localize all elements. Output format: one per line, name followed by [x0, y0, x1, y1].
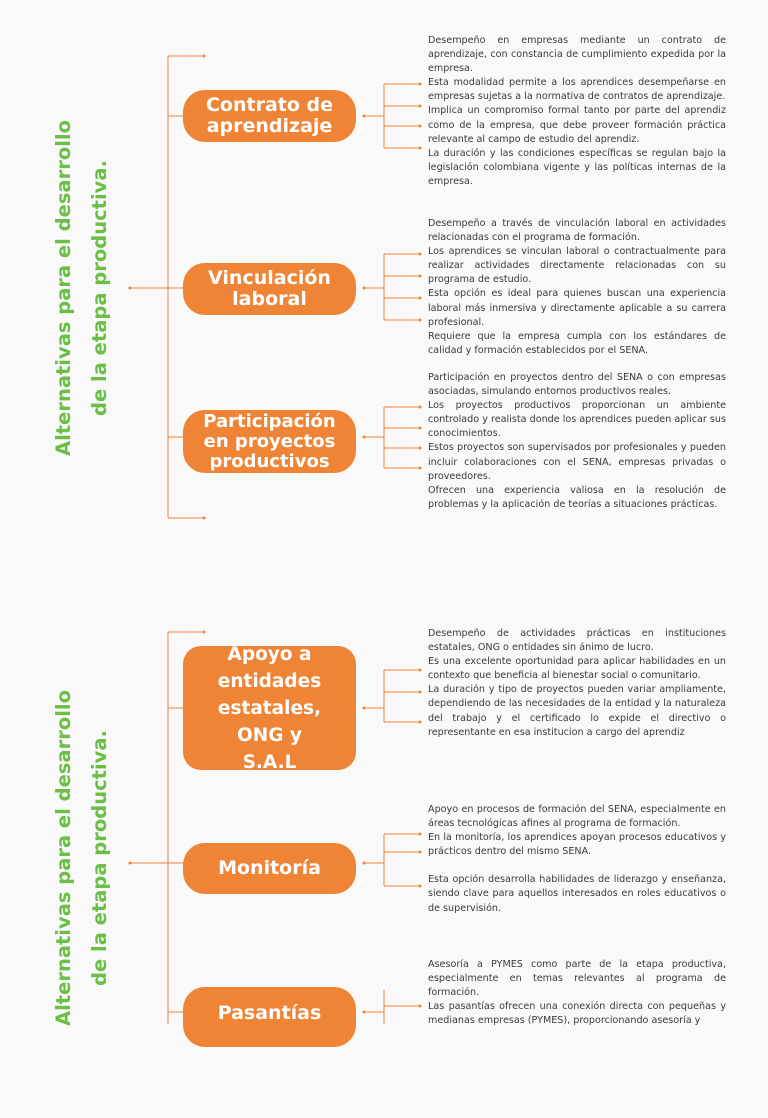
section-title — [44, 28, 120, 548]
text-block-apoyo — [428, 627, 726, 740]
text-paragraph: En la monitoría, los aprendices apoyan procesos educativos y prácticos dentro del mismo SENA. — [428, 832, 726, 858]
node-label: Contrato de aprendizaje — [205, 94, 334, 137]
node-proyectos-productivos — [183, 410, 356, 473]
section-title-line1: Alternativas para el desarrollo — [52, 120, 75, 456]
node-apoyo-entidades — [183, 643, 356, 773]
text-paragraph: Asesoría a PYMES como parte de la etapa productiva, especialmente en temas relevantes al programa de formación. — [428, 959, 726, 999]
text-paragraph: Ofrecen una experiencia valiosa en la resolución de problemas y la aplicación de teorías a situaciones prácticas. — [428, 484, 726, 510]
section-title-line1: Alternativas para el desarrollo — [52, 690, 75, 1026]
text-paragraph: Desempeño en empresas mediante un contrato de aprendizaje, con constancia de cumplimiento expedida por la empresa. — [428, 35, 726, 75]
text-block-vinculacion — [428, 217, 726, 358]
text-paragraph: Apoyo en procesos de formación del SENA, especialmente en áreas tecnológicas afines al programa de formación. — [428, 804, 726, 830]
text-paragraph: Participación en proyectos dentro del SENA o con empresas asociadas, simulando entornos productivos reales. — [428, 372, 726, 398]
node-label: Pasantías — [217, 1002, 322, 1024]
node-vinculacion-laboral — [183, 263, 356, 315]
text-paragraph: Desempeño a través de vinculación laboral en actividades relacionadas con el programa de formación. — [428, 218, 726, 244]
node-monitoria — [183, 843, 356, 894]
text-paragraph: Los proyectos productivos proporcionan un ambiente controlado y realista donde los aprendices pueden aplicar sus conocimientos. — [428, 400, 726, 440]
text-paragraph: Esta modalidad permite a los aprendices desempeñarse en empresas sujetas a la normativa de contratos de aprendizaje. — [428, 77, 726, 103]
text-paragraph: Esta opción es ideal para quienes buscan una experiencia laboral más inmersiva y directamente aplicable a su carrera profesional. — [428, 288, 726, 328]
text-block-proyectos — [428, 371, 726, 512]
text-paragraph: Los aprendices se vinculan laboral o contractualmente para realizar actividades directamente relacionadas con su programa de estudio. — [428, 246, 726, 286]
section-title-line2: de la etapa productiva. — [88, 160, 111, 416]
text-block-pasantias — [428, 958, 726, 1028]
node-label: Apoyo a entidades estatales, ONG y S.A.L — [217, 643, 322, 773]
node-label: Participación en proyectos productivos — [203, 410, 336, 472]
text-paragraph: La duración y las condiciones específicas se regulan bajo la legislación colombiana vigente y las políticas internas de la empresa. — [428, 147, 726, 187]
text-paragraph: Es una excelente oportunidad para aplicar habilidades en un contexto que beneficia al bienestar social o comunitario. — [428, 656, 726, 682]
node-pasantias — [183, 987, 356, 1047]
text-paragraph: Desempeño de actividades prácticas en instituciones estatales, ONG o entidades sin ánimo de lucro. — [428, 628, 726, 654]
section-title — [44, 598, 120, 1118]
section-title-line2: de la etapa productiva. — [88, 730, 111, 986]
text-paragraph: La duración y tipo de proyectos pueden variar ampliamente, dependiendo de las necesidades de la entidad y la naturaleza del trabajo y el certificado lo expide el directivo o representante en esa institucion a cargo del aprendiz — [428, 684, 726, 738]
node-contrato-aprendizaje — [183, 90, 356, 142]
text-paragraph: Las pasantías ofrecen una conexión directa con pequeñas y medianas empresas (PYMES), proporcionando asesoría y — [428, 1001, 726, 1027]
text-paragraph: Requiere que la empresa cumpla con los estándares de calidad y formación establecidos por el SENA. — [428, 330, 726, 356]
node-label: Monitoría — [218, 857, 321, 879]
node-label: Vinculación laboral — [208, 267, 331, 310]
text-block-monitoria — [428, 803, 726, 916]
text-paragraph: Estos proyectos son supervisados por profesionales y pueden incluir colaboraciones con el SENA, empresas privadas o proveedores. — [428, 442, 726, 482]
text-paragraph: Esta opción desarrolla habilidades de liderazgo y enseñanza, siendo clave para aquellos interesados en roles educativos o de supervisión. — [428, 874, 726, 914]
text-paragraph: Implica un compromiso formal tanto por parte del aprendiz como de la empresa, que debe proveer formación práctica relevante al campo de estudio del aprendiz. — [428, 105, 726, 145]
text-block-contrato — [428, 34, 726, 189]
